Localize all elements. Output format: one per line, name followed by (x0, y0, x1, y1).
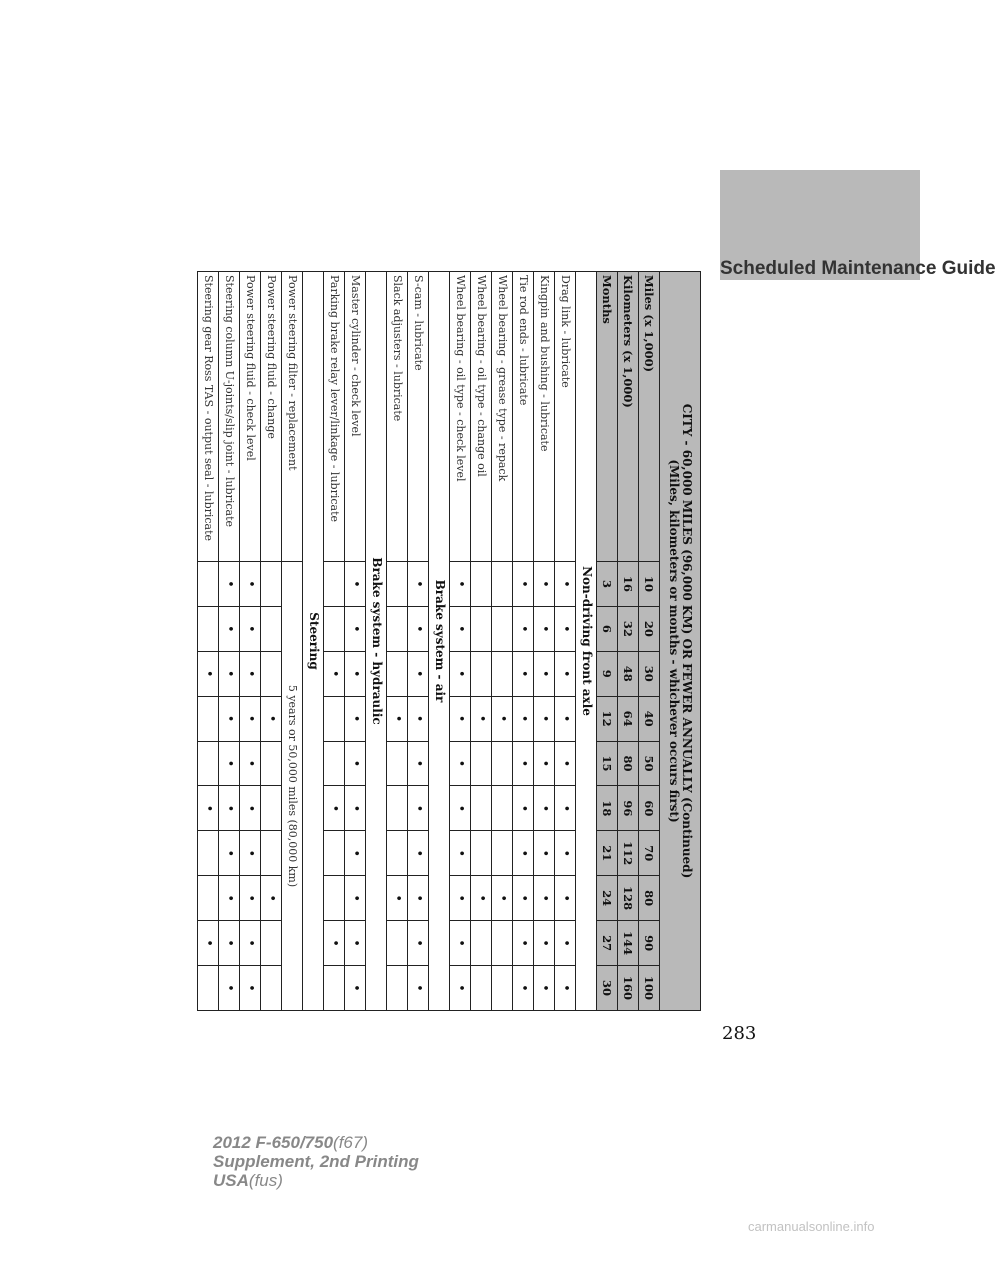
service-item: Master cylinder - check level (345, 272, 366, 562)
service-mark: • (534, 876, 555, 921)
service-mark: • (408, 966, 429, 1011)
header-value-months: 30 (597, 966, 618, 1011)
header-value-months: 21 (597, 831, 618, 876)
service-mark: • (219, 741, 240, 786)
table-row (198, 272, 219, 1011)
service-mark: • (450, 606, 471, 651)
section-title: Non-driving front axle (576, 272, 597, 1011)
service-mark: • (240, 606, 261, 651)
header-value-kilometers: 128 (618, 876, 639, 921)
service-mark (261, 786, 282, 831)
table-row (408, 272, 429, 1011)
service-item: Tie rod ends - lubricate (513, 272, 534, 562)
service-mark: • (387, 876, 408, 921)
header-value-kilometers: 160 (618, 966, 639, 1011)
header-value-kilometers: 96 (618, 786, 639, 831)
service-mark (387, 831, 408, 876)
service-mark: • (408, 921, 429, 966)
service-mark: • (324, 786, 345, 831)
service-mark: • (450, 831, 471, 876)
service-mark: • (555, 651, 576, 696)
service-mark: • (219, 786, 240, 831)
header-value-miles: 20 (639, 606, 660, 651)
service-mark: • (513, 876, 534, 921)
footer-model-code: (f67) (333, 1133, 369, 1152)
maintenance-table (197, 271, 701, 1011)
footer-imprint (213, 1133, 419, 1190)
service-mark (471, 831, 492, 876)
section-row (303, 272, 324, 1011)
header-value-months: 15 (597, 741, 618, 786)
service-mark: • (345, 696, 366, 741)
service-mark (492, 831, 513, 876)
service-item: Steering column U-joints/slip joint - lubricate (219, 272, 240, 562)
service-mark (387, 651, 408, 696)
footer-model: 2012 F-650/750 (213, 1133, 334, 1152)
service-mark: • (471, 876, 492, 921)
service-item: Power steering fluid - change (261, 272, 282, 562)
service-item: Wheel bearing - oil type - check level (450, 272, 471, 562)
service-mark (492, 651, 513, 696)
header-value-months: 27 (597, 921, 618, 966)
header-value-miles: 40 (639, 696, 660, 741)
service-mark: • (240, 696, 261, 741)
service-mark: • (240, 786, 261, 831)
service-item: Parking brake relay lever/linkage - lubricate (324, 272, 345, 562)
service-item: Power steering fluid - check level (240, 272, 261, 562)
service-mark: • (345, 562, 366, 607)
service-item: Wheel bearing - oil type - change oil (471, 272, 492, 562)
footer-region: USA (213, 1171, 249, 1190)
service-mark (492, 966, 513, 1011)
service-mark: • (345, 606, 366, 651)
service-mark (492, 606, 513, 651)
service-mark: • (219, 606, 240, 651)
service-mark: • (408, 696, 429, 741)
service-mark: • (555, 831, 576, 876)
service-mark: • (219, 651, 240, 696)
service-mark: • (408, 786, 429, 831)
service-mark: • (513, 741, 534, 786)
table-row (513, 272, 534, 1011)
service-mark: • (450, 786, 471, 831)
section-title: Steering (303, 272, 324, 1011)
service-mark: • (219, 831, 240, 876)
service-mark (261, 921, 282, 966)
service-mark (198, 606, 219, 651)
page-header-title: Scheduled Maintenance Guide (720, 258, 996, 279)
service-mark: • (555, 876, 576, 921)
service-mark: • (219, 921, 240, 966)
service-mark: • (240, 562, 261, 607)
service-mark: • (450, 562, 471, 607)
header-value-miles: 80 (639, 876, 660, 921)
service-mark: • (219, 966, 240, 1011)
service-mark: • (240, 876, 261, 921)
service-mark: • (240, 651, 261, 696)
service-mark (198, 966, 219, 1011)
header-value-kilometers: 64 (618, 696, 639, 741)
service-mark: • (534, 696, 555, 741)
service-item: Wheel bearing - grease type - repack (492, 272, 513, 562)
service-mark (261, 651, 282, 696)
service-mark: • (408, 741, 429, 786)
interval-note: 5 years or 50,000 miles (80,000 km) (282, 562, 303, 1011)
service-mark (471, 921, 492, 966)
service-mark (324, 562, 345, 607)
service-mark: • (450, 876, 471, 921)
section-title: Brake system - air (429, 272, 450, 1011)
service-mark: • (198, 921, 219, 966)
table-row (450, 272, 471, 1011)
header-value-months: 6 (597, 606, 618, 651)
service-mark (387, 741, 408, 786)
header-value-miles: 30 (639, 651, 660, 696)
service-mark: • (345, 651, 366, 696)
service-mark: • (198, 651, 219, 696)
header-row-kilometers (618, 272, 639, 1011)
page-number: 283 (722, 1023, 757, 1044)
table-row (534, 272, 555, 1011)
service-item: Drag link - lubricate (555, 272, 576, 562)
service-mark: • (345, 921, 366, 966)
header-row-months (597, 272, 618, 1011)
service-mark: • (513, 921, 534, 966)
table-row (387, 272, 408, 1011)
service-mark (324, 606, 345, 651)
header-value-months: 9 (597, 651, 618, 696)
service-mark (261, 966, 282, 1011)
service-mark: • (555, 966, 576, 1011)
service-mark: • (408, 651, 429, 696)
service-item: Steering gear Ross TAS - output seal - lubricate (198, 272, 219, 562)
header-value-kilometers: 112 (618, 831, 639, 876)
header-value-miles: 90 (639, 921, 660, 966)
service-mark: • (324, 651, 345, 696)
service-mark (324, 831, 345, 876)
header-value-months: 18 (597, 786, 618, 831)
service-mark: • (492, 876, 513, 921)
service-mark: • (471, 696, 492, 741)
section-row (429, 272, 450, 1011)
service-mark (387, 966, 408, 1011)
service-mark (387, 562, 408, 607)
service-mark (471, 741, 492, 786)
table-title-row (660, 272, 701, 1011)
service-mark (324, 966, 345, 1011)
service-mark: • (534, 741, 555, 786)
service-mark: • (513, 606, 534, 651)
header-value-miles: 100 (639, 966, 660, 1011)
service-mark: • (534, 606, 555, 651)
service-mark: • (534, 786, 555, 831)
section-title: Brake system - hydraulic (366, 272, 387, 1011)
service-item: S-cam - lubricate (408, 272, 429, 562)
header-value-miles: 50 (639, 741, 660, 786)
service-mark: • (408, 562, 429, 607)
service-mark (198, 741, 219, 786)
service-item: Slack adjusters - lubricate (387, 272, 408, 562)
header-value-miles: 60 (639, 786, 660, 831)
table-row (240, 272, 261, 1011)
service-mark (261, 606, 282, 651)
service-mark (492, 786, 513, 831)
service-mark: • (513, 831, 534, 876)
service-mark: • (240, 831, 261, 876)
service-mark: • (555, 606, 576, 651)
service-mark: • (345, 741, 366, 786)
service-mark (492, 921, 513, 966)
service-mark: • (513, 966, 534, 1011)
table-row (555, 272, 576, 1011)
service-mark: • (261, 876, 282, 921)
table-row (471, 272, 492, 1011)
header-label-miles: Miles (x 1,000) (639, 272, 660, 562)
service-mark: • (534, 921, 555, 966)
header-label-months: Months (597, 272, 618, 562)
table-row (492, 272, 513, 1011)
service-mark: • (534, 966, 555, 1011)
header-value-miles: 70 (639, 831, 660, 876)
section-row (366, 272, 387, 1011)
service-mark: • (198, 786, 219, 831)
service-mark (387, 786, 408, 831)
service-mark: • (345, 786, 366, 831)
service-mark: • (408, 606, 429, 651)
table-title-line2: (Miles, kilometers or months - whichever occurs first) (667, 459, 681, 823)
section-row (576, 272, 597, 1011)
service-mark: • (387, 696, 408, 741)
watermark: carmanualsonline.info (748, 1219, 875, 1234)
service-mark: • (345, 831, 366, 876)
service-mark (261, 831, 282, 876)
service-mark: • (513, 562, 534, 607)
service-item: Kingpin and bushing - lubricate (534, 272, 555, 562)
table-title (660, 272, 701, 1011)
service-mark (471, 651, 492, 696)
service-mark: • (555, 786, 576, 831)
service-mark (261, 741, 282, 786)
service-mark: • (345, 876, 366, 921)
service-mark (387, 606, 408, 651)
header-value-months: 3 (597, 562, 618, 607)
service-mark: • (555, 741, 576, 786)
table-row (282, 272, 303, 1011)
service-mark (471, 966, 492, 1011)
table-row (324, 272, 345, 1011)
table-row (219, 272, 240, 1011)
service-mark: • (219, 562, 240, 607)
service-mark: • (324, 921, 345, 966)
service-mark (198, 696, 219, 741)
service-mark: • (219, 696, 240, 741)
header-value-kilometers: 144 (618, 921, 639, 966)
service-mark (387, 921, 408, 966)
service-mark (198, 562, 219, 607)
header-value-kilometers: 48 (618, 651, 639, 696)
header-value-kilometers: 80 (618, 741, 639, 786)
table-title-line1: CITY - 60,000 MILES (96,000 KM) OR FEWER ANNUALLY (Continued) (680, 403, 695, 879)
table-row (261, 272, 282, 1011)
service-mark: • (513, 696, 534, 741)
service-item: Power steering filter - replacement (282, 272, 303, 562)
service-mark: • (240, 966, 261, 1011)
service-mark (471, 786, 492, 831)
service-mark (324, 876, 345, 921)
service-mark: • (450, 921, 471, 966)
service-mark (471, 562, 492, 607)
service-mark: • (555, 921, 576, 966)
header-value-miles: 10 (639, 562, 660, 607)
service-mark: • (240, 921, 261, 966)
service-mark: • (219, 876, 240, 921)
service-mark: • (450, 696, 471, 741)
service-mark: • (408, 876, 429, 921)
maintenance-table-container (201, 271, 701, 1281)
service-mark: • (261, 696, 282, 741)
footer-region-code: (fus) (248, 1171, 283, 1190)
footer-printing: Supplement, 2nd Printing (213, 1152, 419, 1171)
service-mark: • (450, 966, 471, 1011)
service-mark: • (450, 651, 471, 696)
service-mark: • (408, 831, 429, 876)
table-row (345, 272, 366, 1011)
service-mark: • (534, 562, 555, 607)
maintenance-table-rotated (201, 271, 701, 1011)
service-mark: • (555, 696, 576, 741)
service-mark (492, 741, 513, 786)
service-mark (198, 876, 219, 921)
service-mark: • (534, 651, 555, 696)
header-label-kilometers: Kilometers (x 1,000) (618, 272, 639, 562)
service-mark (198, 831, 219, 876)
service-mark: • (513, 651, 534, 696)
service-mark: • (345, 966, 366, 1011)
service-mark: • (513, 786, 534, 831)
service-mark (324, 696, 345, 741)
service-mark (492, 562, 513, 607)
service-mark: • (492, 696, 513, 741)
service-mark (261, 562, 282, 607)
service-mark: • (555, 562, 576, 607)
header-value-kilometers: 32 (618, 606, 639, 651)
header-row-miles (639, 272, 660, 1011)
service-mark (324, 741, 345, 786)
service-mark: • (534, 831, 555, 876)
header-value-months: 12 (597, 696, 618, 741)
service-mark (471, 606, 492, 651)
service-mark: • (450, 741, 471, 786)
header-value-months: 24 (597, 876, 618, 921)
header-value-kilometers: 16 (618, 562, 639, 607)
service-mark: • (240, 741, 261, 786)
